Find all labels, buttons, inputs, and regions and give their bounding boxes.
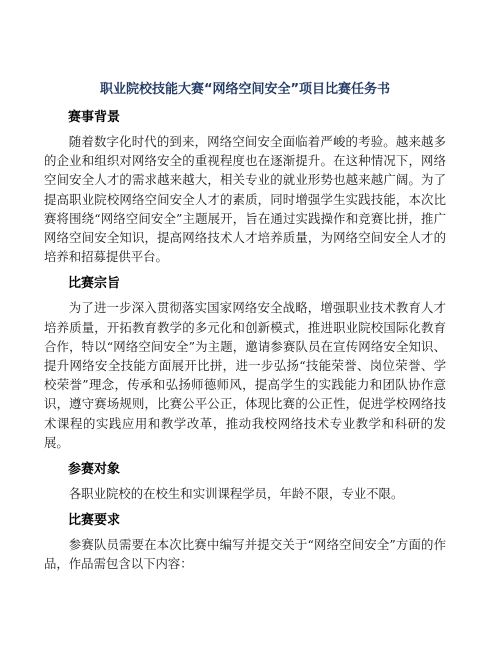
section-background xyxy=(44,108,446,266)
section-paragraph: 为了进一步深入贯彻落实国家网络安全战略，增强职业技术教育人才培养质量，开拓教育教学的多元化和创新模式，推进职业院校国际化教育合作，特以“网络空间安全”为主题，邀请参赛队员在宣传网络安全知识、提升网络安全技能方面展开比拼，进一步弘扬“技能荣誉、岗位荣誉、学校荣誉”理念，传承和弘扬师德师风，提高学生的实践能力和团队协作意识，遵守赛场规则，比赛公平公正，体现比赛的公正性，促进学校网络技术课程的实践应用和教学改革，推动我校网络技术专业教学和科研的发展。 xyxy=(44,300,446,450)
section-heading: 赛事背景 xyxy=(68,110,121,125)
section-requirements xyxy=(44,511,446,573)
section-participants xyxy=(44,460,446,503)
section-heading: 参赛对象 xyxy=(68,462,121,478)
section-paragraph: 各职业院校的在校生和实训课程学员，年龄不限，专业不限。 xyxy=(68,486,404,502)
section-paragraph: 随着数字化时代的到来，网络空间安全面临着严峻的考验。越来越多的企业和组织对网络安全的重视程度也在逐渐提升。在这种情况下，网络空间安全人才的需求越来越大，相关专业的就业形势也越来越广阔。为了提高职业院校网络空间安全人才的素质，同时增强学生实践技能，本次比赛将围绕“网络空间安全”主题展开，旨在通过实践操作和竞赛比拼，推广网络空间安全知识，提高网络技术人才培养质量，为网络空间安全人才的培养和招募提供平台。 xyxy=(44,134,446,265)
section-purpose xyxy=(44,274,446,452)
section-heading: 比赛要求 xyxy=(68,513,121,529)
section-paragraph: 参赛队员需要在本次比赛中编写并提交关于“网络空间安全”方面的作品，作品需包含以下内容： xyxy=(44,537,446,572)
section-heading: 比赛宗旨 xyxy=(68,276,121,292)
document-title: 职业院校技能大赛“网络空间安全”项目比赛任务书 xyxy=(99,82,391,97)
